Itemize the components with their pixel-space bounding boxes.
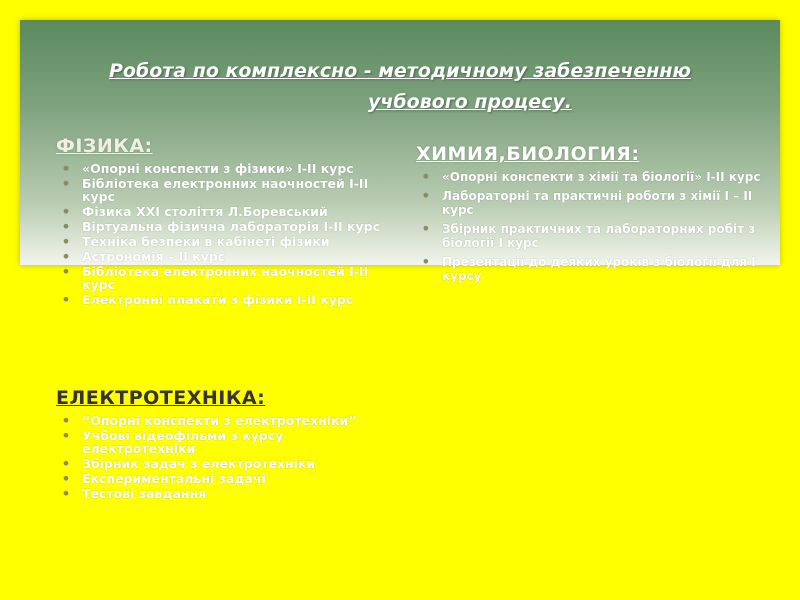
physics-heading: ФІЗИКА: — [56, 135, 153, 157]
chemistry-biology-list — [416, 170, 766, 283]
chemistry-biology-heading: ХИМИЯ,БИОЛОГИЯ: — [416, 143, 640, 165]
list-item: • Тестові завдання — [56, 487, 386, 500]
list-item: • Збірник практичних та лабораторних робіт з біології І курс — [416, 222, 766, 250]
electrotechnics-heading: ЕЛЕКТРОТЕХНІКА: — [56, 387, 266, 409]
list-item: • “Опорні конспекти з електротехніки” — [56, 414, 386, 427]
list-item: • «Опорні конспекти з фізики» І-ІІ курс — [56, 162, 386, 175]
list-item: • Бібліотека електронних наочностей І-ІІ курс — [56, 177, 386, 203]
list-item: • Фізика ХХІ століття Л.Боревський — [56, 205, 386, 218]
chemistry-biology-section — [416, 142, 766, 288]
list-item: • Електронні плакати з фізики І-ІІ курс — [56, 293, 386, 306]
list-item: • Збірник задач з електротехніки — [56, 457, 386, 470]
list-item: • Експериментальні задачі — [56, 472, 386, 485]
list-item: • Лабораторні та практичні роботи з хімії І – ІІ курс — [416, 189, 766, 217]
electrotechnics-list — [56, 414, 386, 500]
list-item: • Техніка безпеки в кабінеті фізики — [56, 235, 386, 248]
list-item: • Віртуальна фізична лабораторія І-ІІ курс — [56, 220, 386, 233]
electrotechnics-section — [56, 386, 386, 502]
slide-title — [20, 56, 780, 118]
list-item: • Презентації до деяких уроків з біології для І курсу — [416, 255, 766, 283]
list-item: • Бібліотека електронних наочностей І-ІІ курс — [56, 265, 386, 291]
list-item: • «Опорні конспекти з хімії та біології» І-ІІ курс — [416, 170, 766, 184]
slide-title-line-2: учбового процесу. — [367, 91, 573, 113]
list-item: • Учбові відеофільми з курсу електротехніки — [56, 429, 386, 455]
list-item: • Астрономія – ІІ курс — [56, 250, 386, 263]
physics-section — [56, 134, 386, 308]
slide-title-line-1: Робота по комплексно - методичному забезпеченню — [108, 60, 692, 82]
physics-list — [56, 162, 386, 306]
